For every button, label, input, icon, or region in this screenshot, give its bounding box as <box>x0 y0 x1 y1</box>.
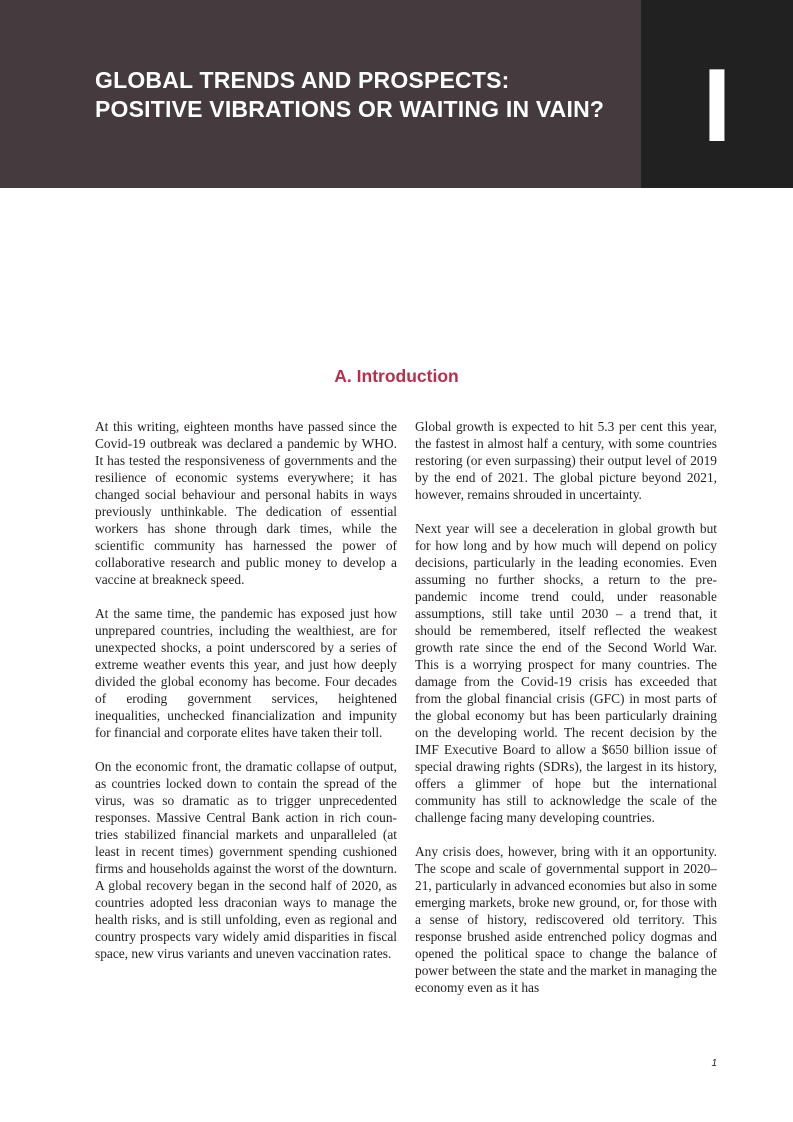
chapter-number: I <box>702 48 732 164</box>
paragraph: On the economic front, the dramatic collapse of output, as countries locked down to contain the spread of the virus, was so dramatic as to trigger unprecedented responses. Massive Central Bank action in rich countries stabilized financial markets and unparalleled (at least in recent times) government spending cushioned firms and households against the worst of the downturn. A global recovery began in the second half of 2020, as countries adopted less draconian ways to manage the health risks, and is still unfolding, even as regional and country prospects vary widely amid disparities in fiscal space, new virus variants and uneven vaccination rates. <box>95 759 397 961</box>
paragraph: Any crisis does, however, bring with it an opportunity. The scope and scale of governmental support in 2020–21, particularly in advanced economies but also in some emerging markets, broke new ground, or, for those with a sense of history, rediscovered old territory. This response brushed aside entrenched policy dogmas and opened the political space to change the balance of power between the state and the market in managing the economy even as it has <box>415 844 717 995</box>
page-number: 1 <box>711 1058 717 1069</box>
chapter-number-box <box>641 0 793 188</box>
chapter-header-band <box>0 0 641 188</box>
paragraph: At this writing, eighteen months have passed since the Covid-19 outbreak was declared a pandemic by WHO. It has tested the responsiveness of governments and the resilience of economic systems everywhere; it has changed social behaviour and personal habits in ways previously unthinkable. The dedication of essential workers has shone through dark times, while the scientific community has harnessed the power of collaborative research and public money to develop a vaccine at breakneck speed. <box>95 419 397 587</box>
paragraph: At the same time, the pandemic has exposed just how unprepared countries, including the wealthiest, are for unexpected shocks, a point underscored by a series of extreme weather events this year, and just how deeply divided the global economy has become. Four decades of eroding government services, heightened inequalities, unchecked financialization and impunity for financial and corporate elites have taken their toll. <box>95 606 397 740</box>
chapter-title: GLOBAL TRENDS AND PROSPECTS: POSITIVE VIBRATIONS OR WAITING IN VAIN? <box>95 67 605 122</box>
paragraph: Global growth is expected to hit 5.3 per cent this year, the fastest in almost half a century, with some countries restoring (or even surpassing) their output level of 2019 by the end of 2021. The global picture beyond 2021, however, remains shrouded in uncertainty. <box>415 419 717 502</box>
paragraph: Next year will see a deceleration in global growth but for how long and by how much will depend on policy decisions, particularly in the leading economies. Even assuming no further shocks, a return to the pre-pandemic income trend could, under reasonable assumptions, still take until 2030 – a trend that, it should be remembered, itself reflected the weakest growth rate since the end of the Second World War. This is a worrying prospect for many countries. The damage from the Covid-19 crisis has exceeded that from the global financial crisis (GFC) in most parts of the global economy but has been particularly draining on the developing world. The recent decision by the IMF Executive Board to allow a $650 billion issue of special drawing rights (SDRs), the largest in its history, offers a glimmer of hope but the international community has still to acknowledge the scale of the challenge facing many developing countries. <box>415 521 717 825</box>
section-heading: A. Introduction <box>334 366 459 386</box>
left-text-column <box>95 418 397 979</box>
right-text-column <box>415 418 717 1013</box>
